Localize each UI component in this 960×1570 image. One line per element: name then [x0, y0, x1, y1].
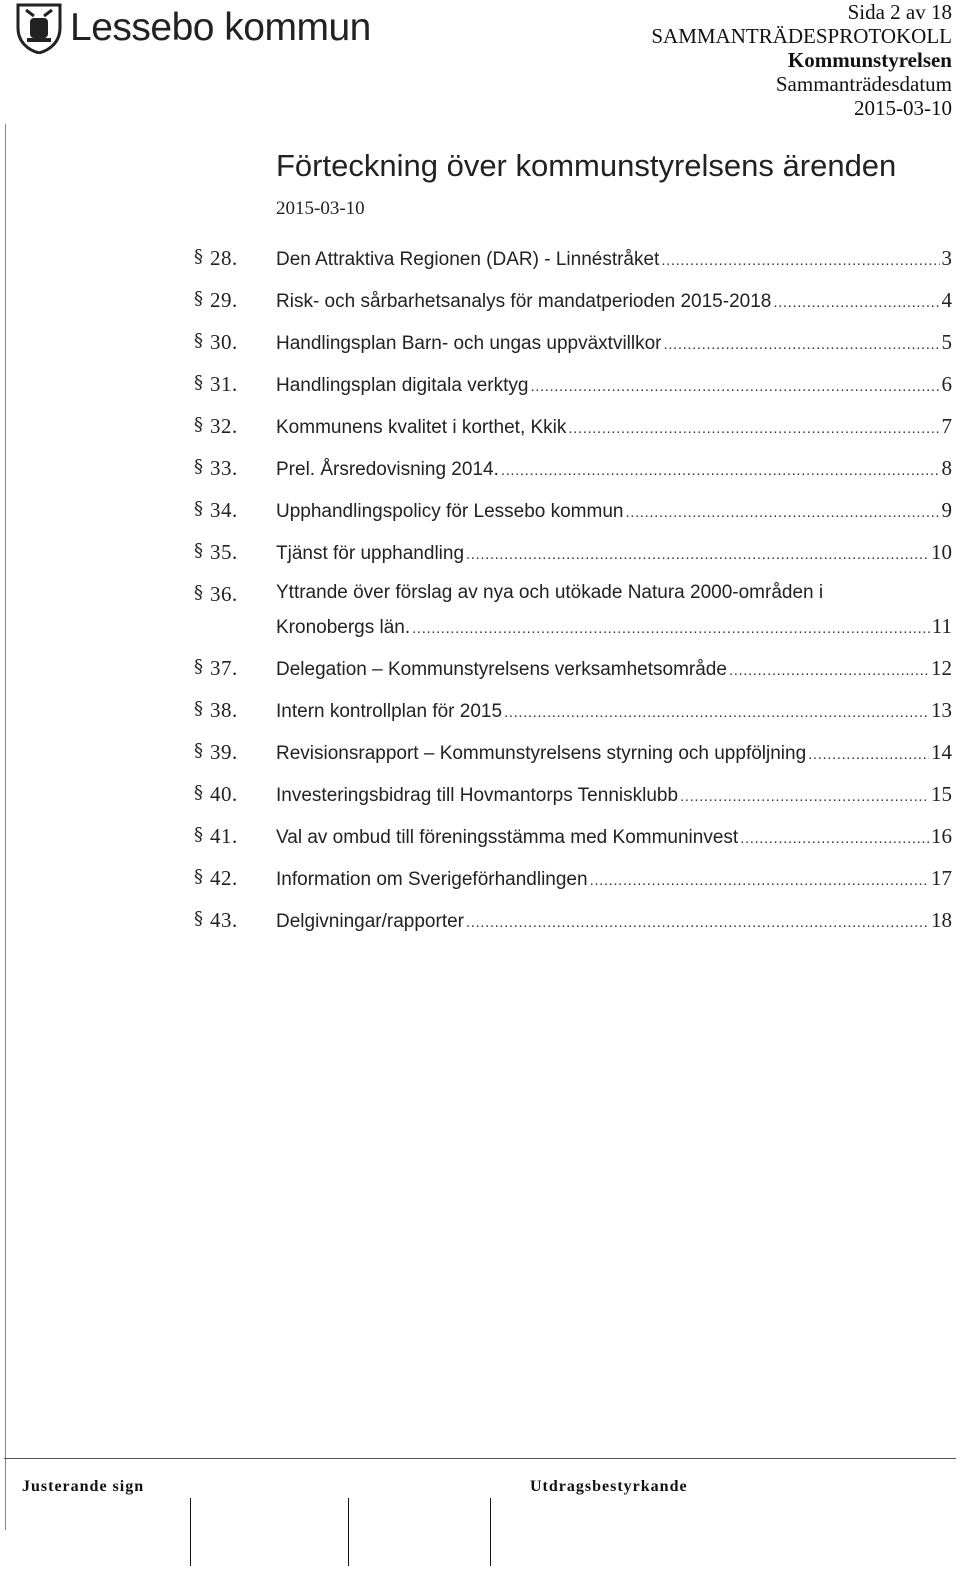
section-sign-icon: § [194, 698, 203, 719]
section-sign-icon: § [194, 908, 203, 929]
toc-entry [276, 414, 952, 439]
section-sign-icon: § [194, 246, 203, 267]
section-sign-icon: § [194, 330, 203, 351]
item-title: Delgivningar/rapporter [276, 911, 464, 932]
toc-entry [276, 540, 952, 565]
item-title: Tjänst för upphandling [276, 543, 465, 564]
item-number: 32. [210, 414, 238, 438]
item-title: Investeringsbidrag till Hovmantorps Tennisklubb [276, 785, 679, 806]
item-number: 30. [210, 330, 238, 354]
section-sign-icon: § [194, 656, 203, 677]
dot-leader [504, 704, 929, 721]
toc-entry [276, 740, 952, 765]
utdragsbestyrkande-label: Utdragsbestyrkande [530, 1478, 688, 1495]
toc-entry [276, 498, 952, 523]
item-page: 6 [941, 372, 952, 396]
toc-entry [276, 372, 952, 397]
toc-row [0, 456, 960, 486]
list-date: 2015-03-10 [276, 198, 365, 219]
doc-type: SAMMANTRÄDESPROTOKOLL [651, 24, 952, 48]
item-number: 28. [210, 246, 238, 270]
item-page: 10 [931, 540, 952, 564]
item-page: 14 [931, 740, 952, 764]
toc-entry [276, 330, 952, 355]
section-sign-icon: § [194, 372, 203, 393]
item-title: Den Attraktiva Regionen (DAR) - Linnéstråket [276, 249, 660, 270]
item-title: Revisionsrapport – Kommunstyrelsens styrning och uppföljning [276, 743, 807, 764]
item-page: 4 [941, 288, 952, 312]
item-title: Handlingsplan digitala verktyg [276, 375, 529, 396]
item-page: 13 [931, 698, 952, 722]
item-number: 41. [210, 824, 238, 848]
item-page: 11 [931, 614, 952, 638]
toc-entry [276, 698, 952, 723]
item-title: Delegation – Kommunstyrelsens verksamhetsområde [276, 659, 727, 680]
page-header [651, 0, 952, 120]
toc-row [0, 582, 960, 612]
item-page: 7 [941, 414, 952, 438]
toc-row [0, 498, 960, 528]
item-page: 8 [941, 456, 952, 480]
item-title: Upphandlingspolicy för Lessebo kommun [276, 501, 624, 522]
item-page: 5 [941, 330, 952, 354]
footer-rule [4, 1458, 956, 1459]
dot-leader [664, 336, 940, 353]
dot-leader [501, 462, 940, 479]
toc-row [0, 540, 960, 570]
meeting-date: 2015-03-10 [854, 96, 952, 120]
toc-row [0, 372, 960, 402]
item-number: 34. [210, 498, 238, 522]
logo-text: Lessebo kommun [70, 6, 371, 49]
toc-row [0, 698, 960, 728]
section-sign-icon: § [194, 414, 203, 435]
dot-leader [530, 378, 939, 395]
item-number: 29. [210, 288, 238, 312]
toc-entry [276, 908, 952, 933]
toc-entry [276, 614, 952, 639]
page-number: Sida 2 av 18 [847, 0, 952, 24]
item-title: Risk- och sårbarhetsanalys för mandatperioden 2015-2018 [276, 291, 772, 312]
signature-box-divider [490, 1498, 491, 1566]
item-number: 31. [210, 372, 238, 396]
toc-row [0, 246, 960, 276]
item-title-line1: Yttrande över förslag av nya och utökade Natura 2000-områden i [276, 582, 824, 603]
section-sign-icon: § [194, 782, 203, 803]
signature-box-divider [348, 1498, 349, 1566]
dot-leader [466, 914, 929, 931]
justerande-sign-label: Justerande sign [22, 1478, 145, 1495]
dot-leader [808, 746, 929, 763]
item-page: 15 [931, 782, 952, 806]
item-title: Prel. Årsredovisning 2014. [276, 459, 499, 480]
toc-entry [276, 456, 952, 481]
toc-row-continuation [0, 614, 960, 644]
dot-leader [590, 872, 929, 889]
toc-entry [276, 656, 952, 681]
section-sign-icon: § [194, 498, 203, 519]
item-title: Intern kontrollplan för 2015 [276, 701, 503, 722]
item-number: 36. [210, 582, 238, 606]
section-sign-icon: § [194, 740, 203, 761]
page-title: Förteckning över kommunstyrelsens ärenden [276, 148, 897, 183]
item-number: 40. [210, 782, 238, 806]
dot-leader [568, 420, 939, 437]
toc-row [0, 740, 960, 770]
toc-row [0, 288, 960, 318]
item-number: 33. [210, 456, 238, 480]
item-number: 38. [210, 698, 238, 722]
dot-leader [661, 252, 939, 269]
item-page: 12 [931, 656, 952, 680]
dot-leader [773, 294, 939, 311]
toc-entry [276, 866, 952, 891]
signature-box-divider [190, 1498, 191, 1566]
meeting-date-label: Sammanträdesdatum [775, 72, 952, 96]
item-title: Information om Sverigeförhandlingen [276, 869, 588, 890]
toc-row [0, 414, 960, 444]
toc-entry [276, 288, 952, 313]
section-sign-icon: § [194, 288, 203, 309]
item-page: 9 [941, 498, 952, 522]
dot-leader [412, 620, 930, 637]
section-sign-icon: § [194, 456, 203, 477]
toc-row [0, 782, 960, 812]
section-sign-icon: § [194, 540, 203, 561]
item-title: Kommunens kvalitet i korthet, Kkik [276, 417, 567, 438]
item-title: Kronobergs län. [276, 617, 411, 638]
dot-leader [680, 788, 929, 805]
toc-row [0, 908, 960, 938]
item-page: 18 [931, 908, 952, 932]
item-title: Val av ombud till föreningsstämma med Kommuninvest [276, 827, 739, 848]
item-page: 16 [931, 824, 952, 848]
item-page: 3 [941, 246, 952, 270]
item-title: Handlingsplan Barn- och ungas uppväxtvillkor [276, 333, 662, 354]
toc-entry [276, 246, 952, 271]
toc-row [0, 656, 960, 686]
toc-entry [276, 782, 952, 807]
dot-leader [625, 504, 939, 521]
dot-leader [729, 662, 929, 679]
item-number: 35. [210, 540, 238, 564]
item-number: 39. [210, 740, 238, 764]
dot-leader [740, 830, 929, 847]
item-number: 43. [210, 908, 238, 932]
toc-row [0, 866, 960, 896]
toc-row [0, 824, 960, 854]
section-sign-icon: § [194, 866, 203, 887]
lessebo-logo [14, 2, 371, 54]
toc-row [0, 330, 960, 360]
item-number: 42. [210, 866, 238, 890]
toc-entry [276, 824, 952, 849]
section-sign-icon: § [194, 582, 203, 603]
board-name: Kommunstyrelsen [787, 48, 952, 72]
item-number: 37. [210, 656, 238, 680]
section-sign-icon: § [194, 824, 203, 845]
item-page: 17 [931, 866, 952, 890]
coat-of-arms-icon [14, 2, 64, 54]
dot-leader [466, 546, 929, 563]
